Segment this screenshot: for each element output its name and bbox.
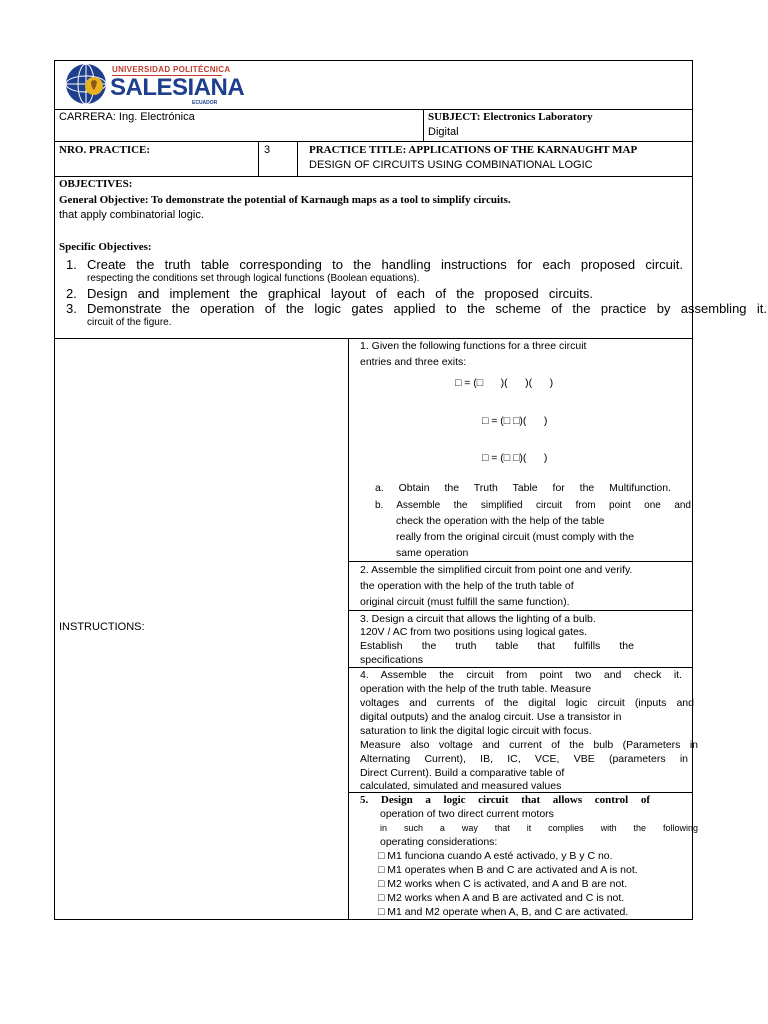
instructions-label: INSTRUCTIONS: xyxy=(59,621,145,633)
instruction-3-line-4: specifications xyxy=(360,654,424,666)
equation-2: □ = (□ □)( ) xyxy=(482,415,548,427)
objective-item-1-cont: respecting the conditions set through logical functions (Boolean equations). xyxy=(87,273,420,284)
specific-objectives-heading: Specific Objectives: xyxy=(59,241,152,253)
instruction-1-line-1: 1. Given the following functions for a three circuit xyxy=(360,340,587,352)
carrera-cell: CARRERA: Ing. Electrónica xyxy=(59,111,195,123)
objective-item-1: Create the truth table corresponding to the handling instructions for each proposed circuit. xyxy=(87,257,683,272)
instruction-4-line-9: calculated, simulated and measured values xyxy=(360,780,562,792)
general-objective-cont: that apply combinatorial logic. xyxy=(59,209,204,221)
instruction-3-line-1: 3. Design a circuit that allows the lighting of a bulb. xyxy=(360,613,596,625)
objective-item-2: Design and implement the graphical layout of each of the proposed circuits. xyxy=(87,286,593,301)
equation-1: □ = (□ )( )( ) xyxy=(455,377,554,389)
instruction-2-line-3: original circuit (must fulfill the same function). xyxy=(360,596,570,608)
instruction-1-a: a. Obtain the Truth Table for the Multifunction. xyxy=(375,482,671,494)
instruction-4-line-3: voltages and currents of the digital logic circuit (inputs and xyxy=(360,697,694,709)
objective-item-3-cont: circuit of the figure. xyxy=(87,317,172,328)
instruction-1-b-line-3: same operation xyxy=(396,547,469,559)
instruction-5-bullet-1: □ M1 funciona cuando A esté activado, y B y C no. xyxy=(378,850,613,862)
subject-value: Digital xyxy=(428,126,459,138)
instruction-3-line-3: Establish the truth table that fulfills the xyxy=(360,640,634,652)
objective-item-2-num: 2. xyxy=(66,286,77,301)
instruction-5-bullet-3: □ M2 works when C is activated, and A and B are not. xyxy=(378,878,628,890)
instruction-4-line-4: digital outputs) and the analog circuit. Use a transistor in xyxy=(360,711,622,723)
instruction-5-bullet-4: □ M2 works when A and B are activated and C is not. xyxy=(378,892,625,904)
instruction-4-line-5: saturation to link the digital logic circuit with focus. xyxy=(360,725,592,737)
subject-label: SUBJECT: Electronics Laboratory xyxy=(428,111,593,123)
instruction-5-bullet-2: □ M1 operates when B and C are activated and A is not. xyxy=(378,864,638,876)
instruction-1-line-2: entries and three exits: xyxy=(360,356,467,368)
instruction-5-line-1: operation of two direct current motors xyxy=(380,808,554,820)
instruction-5-bullet-5: □ M1 and M2 operate when A, B, and C are activated. xyxy=(378,906,629,918)
instruction-4-line-7: Alternating Current), IB, IC, VCE, VBE (parameters in xyxy=(360,753,688,765)
instruction-1-b-line-1: check the operation with the help of the table xyxy=(396,515,605,527)
instruction-2-line-2: the operation with the help of the truth table of xyxy=(360,580,574,592)
objective-item-1-num: 1. xyxy=(66,257,77,272)
instruction-4-line-6: Measure also voltage and current of the bulb (Parameters in xyxy=(360,739,698,751)
objectives-heading: OBJECTIVES: xyxy=(59,178,133,190)
equation-3: □ = (□ □)( ) xyxy=(482,452,548,464)
instruction-4-line-8: Direct Current). Build a comparative table of xyxy=(360,767,565,779)
practice-title-value: DESIGN OF CIRCUITS USING COMBINATIONAL LOGIC xyxy=(309,159,593,171)
instruction-5-line-3: operating considerations: xyxy=(380,836,498,848)
instruction-4-line-2: operation with the help of the truth table. Measure xyxy=(360,683,592,695)
logo-name-text: SALESIANA xyxy=(110,74,245,101)
instruction-1-b-line-2: really from the original circuit (must comply with the xyxy=(396,531,635,543)
instruction-4-line-1: 4. Assemble the circuit from point two and check it. xyxy=(360,669,682,681)
instruction-5-line-2: in such a way that it complies with the following xyxy=(380,823,698,833)
logo-university-text: UNIVERSIDAD POLITÉCNICA xyxy=(112,65,231,74)
objective-item-3-num: 3. xyxy=(66,301,77,316)
instruction-5-title: 5. Design a logic circuit that allows control of xyxy=(360,794,650,806)
instruction-2-line-1: 2. Assemble the simplified circuit from point one and verify. xyxy=(360,564,633,576)
university-logo xyxy=(64,62,245,107)
general-objective: General Objective: To demonstrate the potential of Karnaugh maps as a tool to simplify circuits. xyxy=(59,194,511,206)
logo-country-text: ECUADOR xyxy=(192,100,218,106)
practice-title-label: PRACTICE TITLE: APPLICATIONS OF THE KARNAUGHT MAP xyxy=(309,144,638,156)
instruction-3-line-2: 120V / AC from two positions using logical gates. xyxy=(360,626,588,638)
objective-item-3: Demonstrate the operation of the logic gates applied to the scheme of the practice by assembling it. xyxy=(87,301,767,316)
practice-number-label: NRO. PRACTICE: xyxy=(59,144,151,156)
globe-emblem-icon xyxy=(64,62,110,106)
practice-number-value: 3 xyxy=(264,144,271,156)
instruction-1-b: b. Assemble the simplified circuit from point one and xyxy=(375,500,691,511)
